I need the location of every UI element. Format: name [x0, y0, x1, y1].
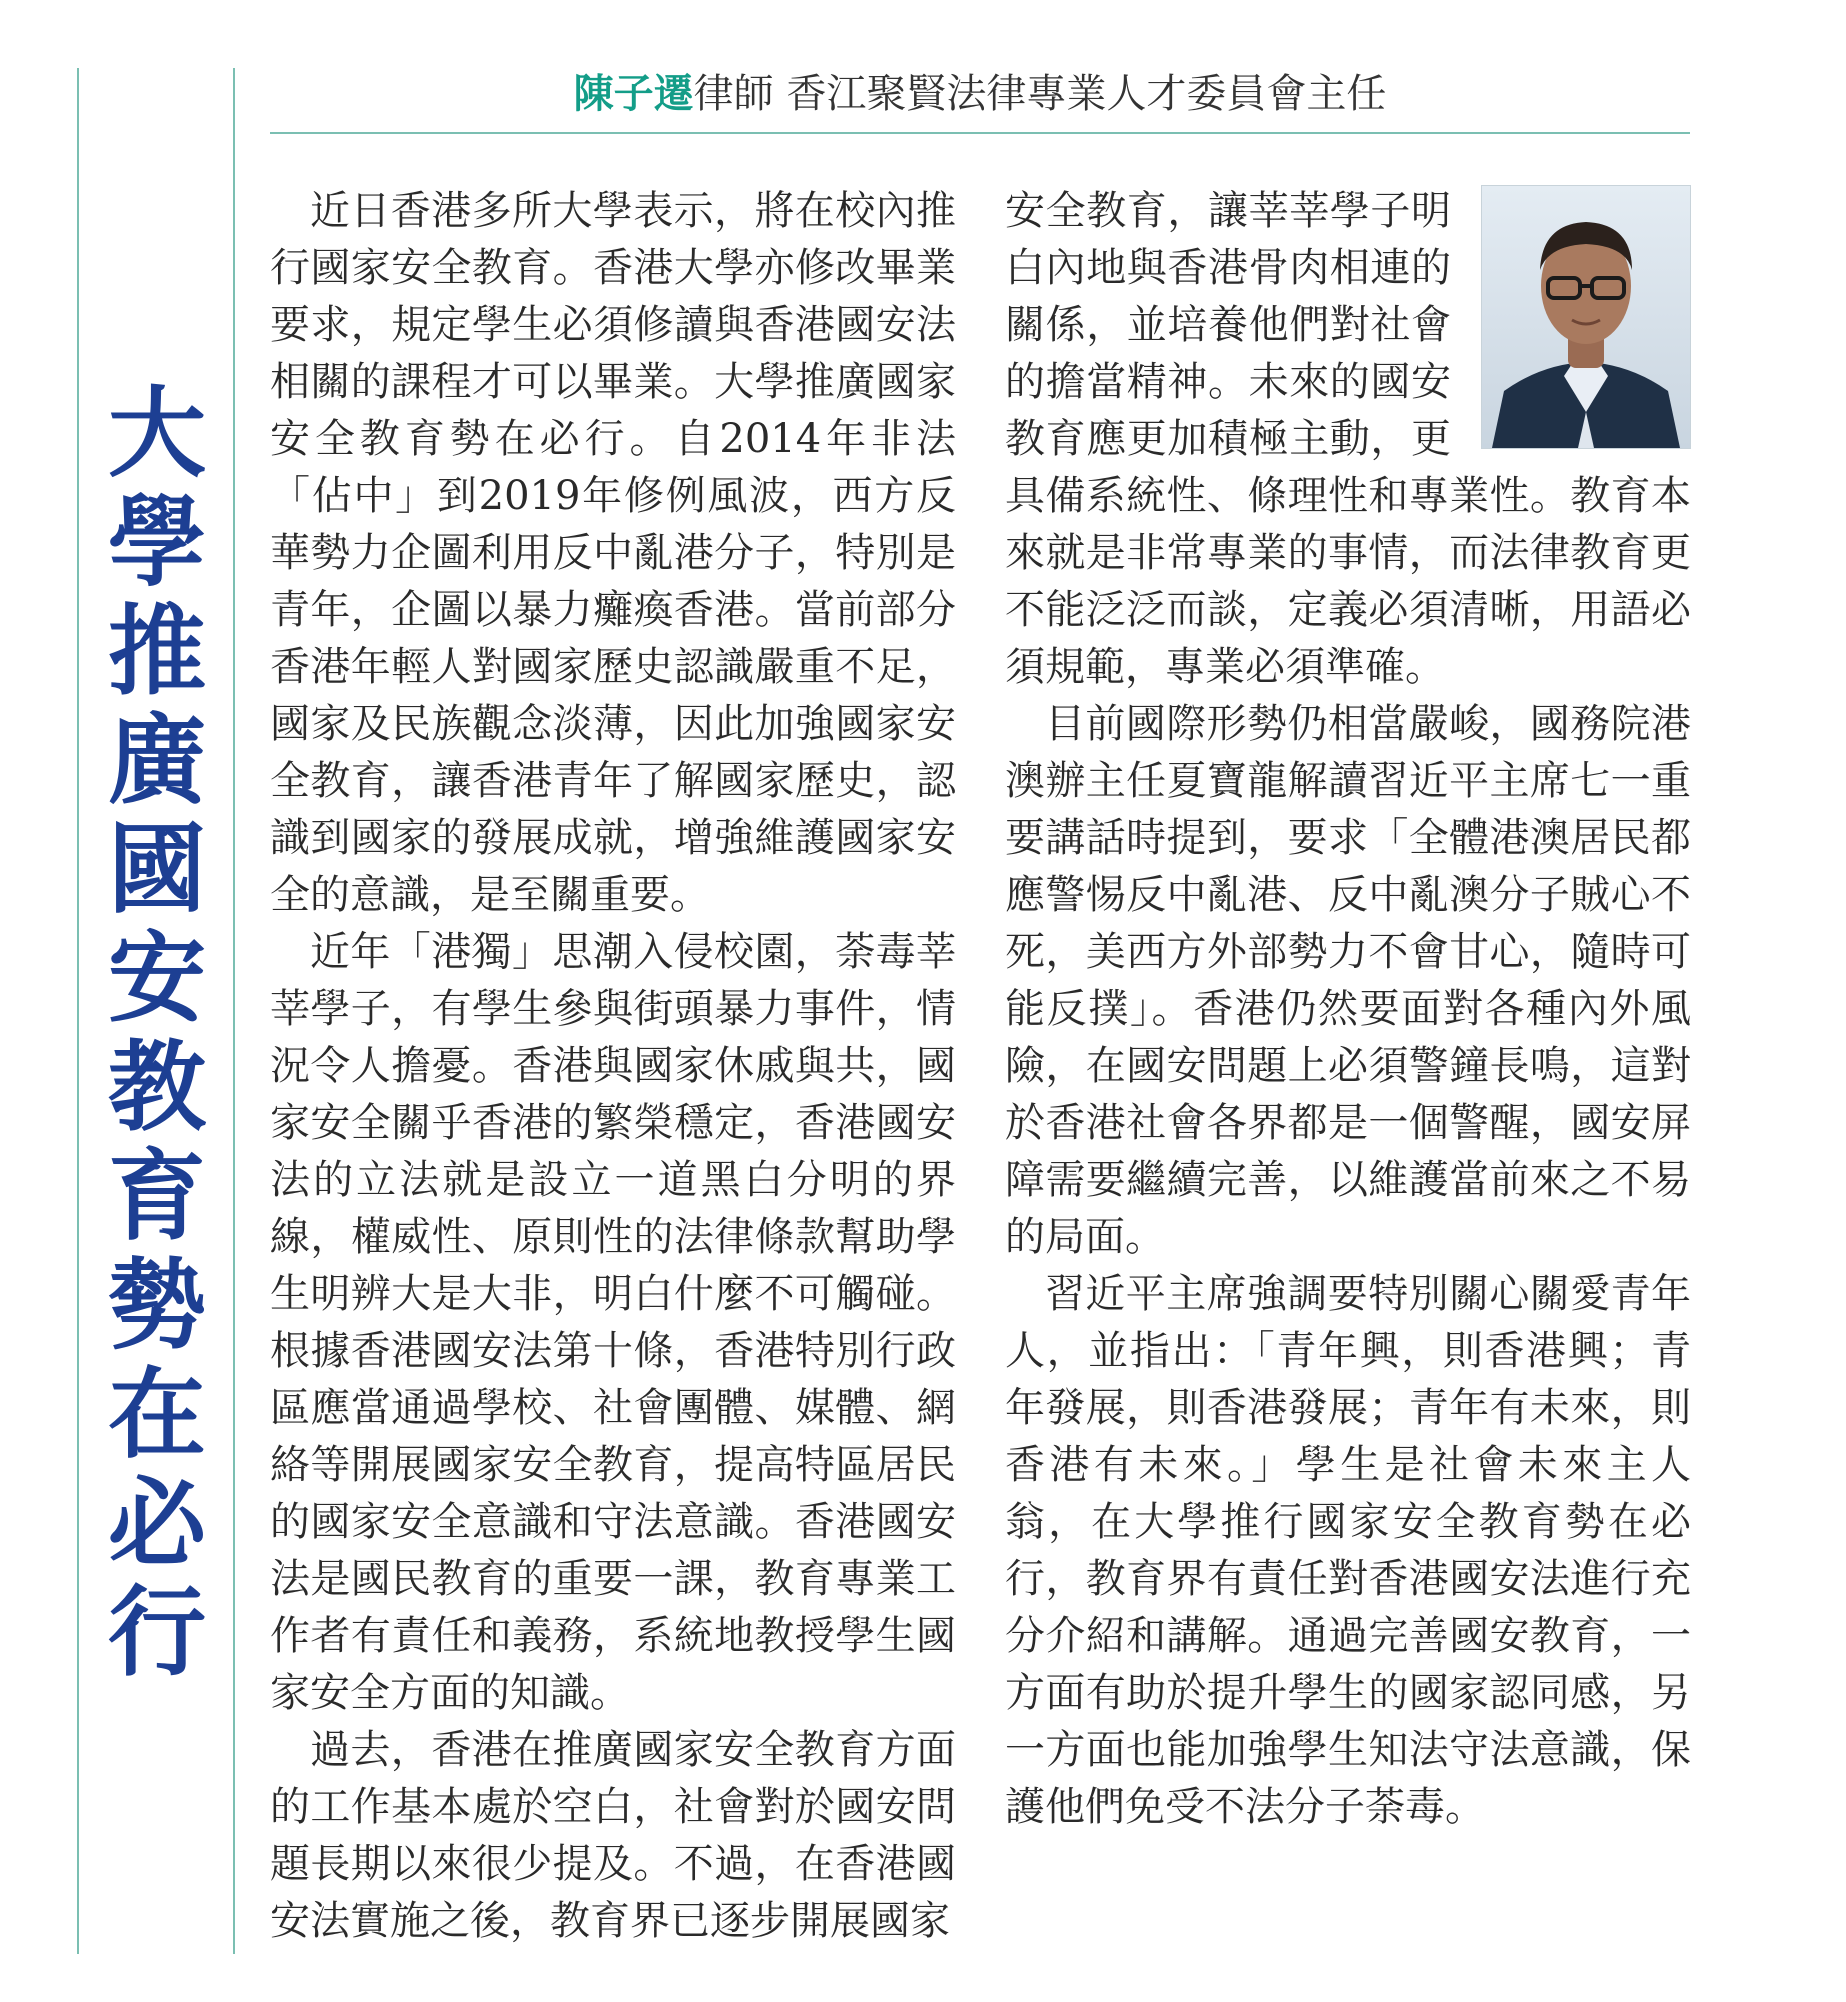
paragraph-4: 目前國際形勢仍相當嚴峻，國務院港澳辦主任夏寶龍解讀習近平主席七一重要講話時提到，要求「全體港澳居民都應警惕反中亂港、反中亂澳分子賊心不死，美西方外部勢力不會甘心，隨時可能反撲」。香港仍然要面對各種內外風險，在國安問題上必須警鐘長鳴，這對於香港社會各界都是一個警醒，國安屏障需要繼續完善，以維護當前來之不易的局面。 — [1005, 701, 1691, 1260]
paragraph-5: 習近平主席強調要特別關心關愛青年人，並指出：「青年興，則香港興；青年發展，則香港發展；青年有未來，則香港有未來。」學生是社會未來主人翁，在大學推行國家安全教育勢在必行，教育界有責任對香港國安法進行充分介紹和講解。通過完善國安教育，一方面有助於提升學生的國家認同感，另一方面也能加強學生知法守法意識，保護他們免受不法分子荼毒。 — [1005, 1271, 1691, 1830]
byline-underline — [270, 132, 1690, 134]
paragraph-1: 近日香港多所大學表示，將在校內推行國家安全教育。香港大學亦修改畢業要求，規定學生必須修讀與香港國安法相關的課程才可以畢業。大學推廣國家安全教育勢在必行。自2014年非法「佔中」到2019年修例風波，西方反華勢力企圖利用反中亂港分子，特別是青年，企圖以暴力癱瘓香港。當前部分香港年輕人對國家歷史認識嚴重不足，國家及民族觀念淡薄，因此加強國家安全教育，讓香港青年了解國家歷史，認識到國家的發展成就，增強維護國家安全的意識，是至關重要。 — [270, 188, 956, 918]
author-title: 律師 香江聚賢法律專業人才委員會主任 — [693, 71, 1387, 117]
left-margin-rule — [77, 68, 79, 1954]
article-column-left — [270, 183, 956, 1943]
article-column-right — [1005, 183, 1691, 1943]
author-photo — [1481, 185, 1691, 449]
headline-divider-rule — [233, 68, 235, 1954]
author-name: 陳子遷 — [573, 71, 694, 117]
headline: 大學推廣國安教育勢在必行 — [107, 377, 206, 1690]
paragraph-3: 過去，香港在推廣國家安全教育方面的工作基本處於空白，社會對於國安問題長期以來很少提及。不過，在香港國安法實施之後，教育界已逐步開展國家 — [270, 1727, 956, 1944]
paragraph-3-continued: 安全教育，讓莘莘學子明白內地與香港骨肉相連的關係，並培養他們對社會的擔當精神。未來的國安教育應更加積極主動，更具備系統性、條理性和專業性。教育本來就是非常專業的事情，而法律教育更不能泛泛而談，定義必須清晰，用語必須規範，專業必須準確。 — [1005, 188, 1691, 690]
byline — [270, 68, 1690, 120]
paragraph-2: 近年「港獨」思潮入侵校園，荼毒莘莘學子，有學生參與街頭暴力事件，情況令人擔憂。香港與國家休戚與共，國家安全關乎香港的繁榮穩定，香港國安法的立法就是設立一道黑白分明的界線，權威性、原則性的法律條款幫助學生明辨大是大非，明白什麼不可觸碰。根據香港國安法第十條，香港特別行政區應當通過學校、社會團體、媒體、網絡等開展國家安全教育，提高特區居民的國家安全意識和守法意識。香港國安法是國民教育的重要一課，教育專業工作者有責任和義務，系統地教授學生國家安全方面的知識。 — [270, 929, 956, 1716]
